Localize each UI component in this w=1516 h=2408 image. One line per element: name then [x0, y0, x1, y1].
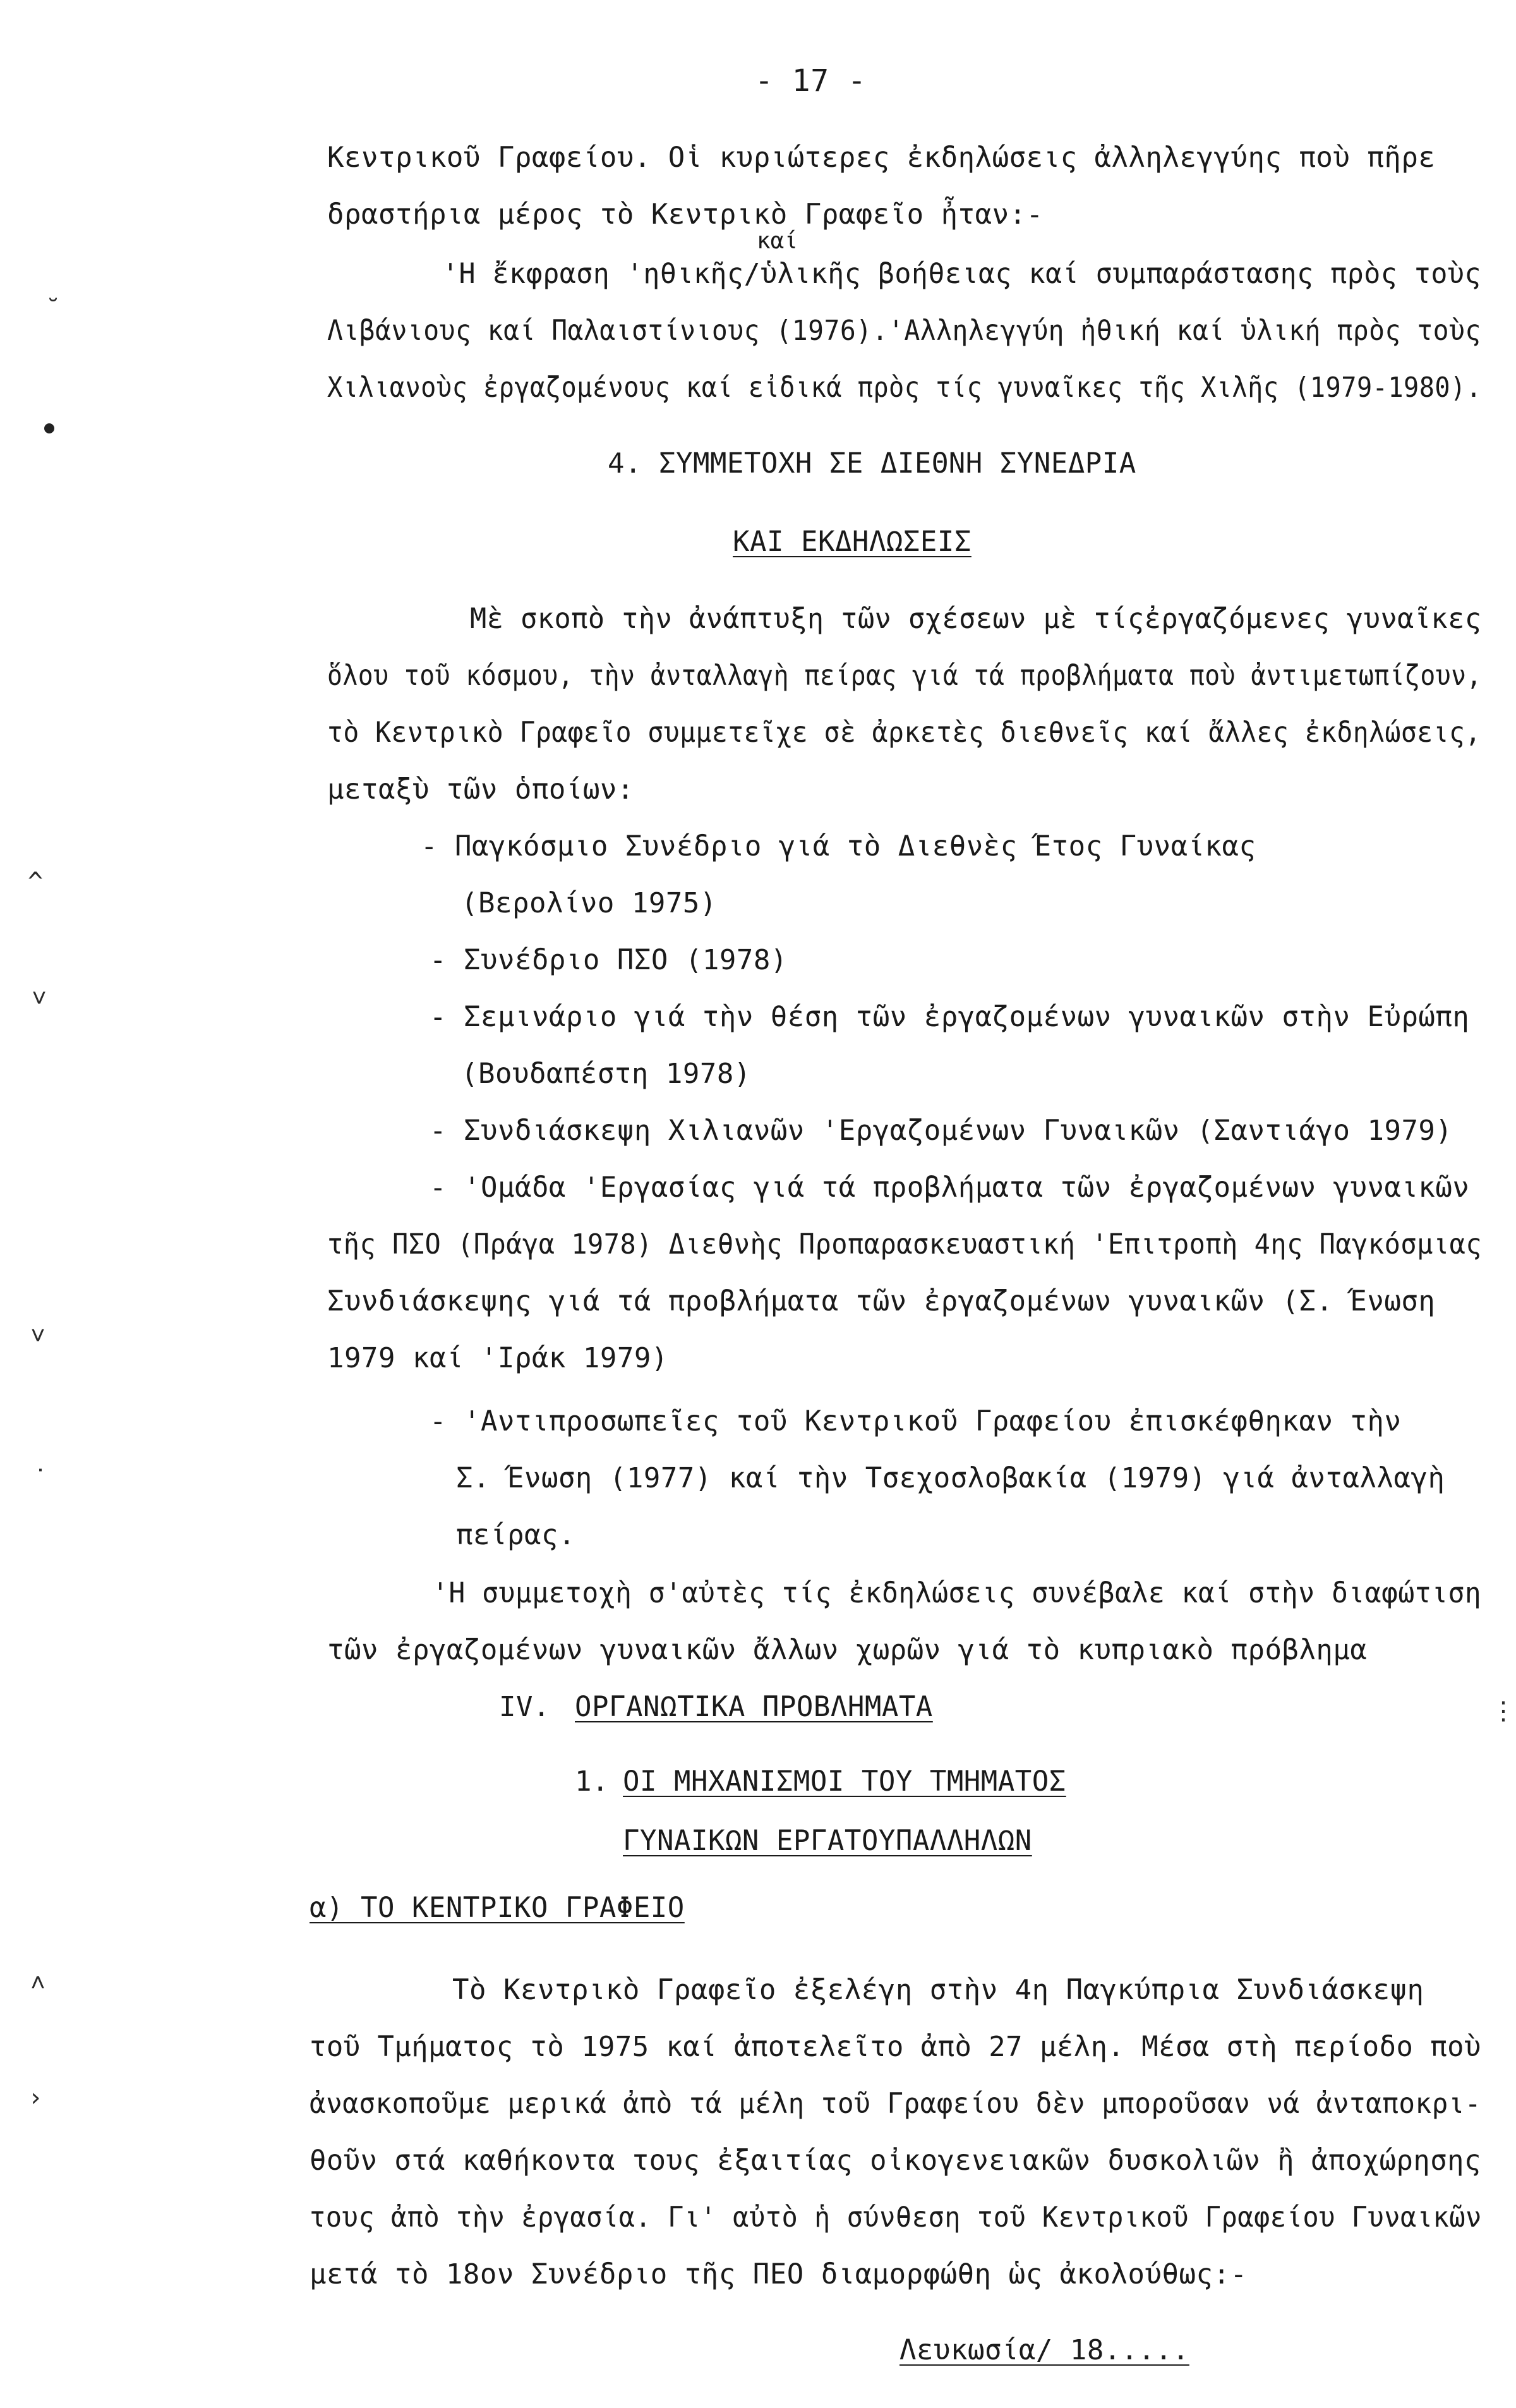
subsection-title: ΟΙ ΜΗΧΑΝΙΣΜΟΙ ΤΟΥ ΤΜΗΜΑΤΟΣ	[623, 1765, 1066, 1798]
list-item: Σ. Ένωση (1977) καί τὴν Τσεχοσλοβακία (1979) γιά ἀνταλλαγὴ	[456, 1462, 1445, 1494]
text-line: τοῦ Τμήματος τὸ 1975 καί ἀποτελεῖτο ἀπὸ 27 μέλη. Μέσα στὴ περίοδο ποὺ	[310, 2031, 1481, 2063]
margin-dot-icon	[44, 423, 54, 433]
list-item: (Βουδαπέστη 1978)	[461, 1058, 751, 1090]
margin-mark-icon: ˅	[32, 984, 47, 1013]
section-numeral: IV.	[499, 1691, 550, 1723]
text-line: μεταξὺ τῶν ὁποίων:	[327, 773, 634, 806]
list-item: - Συνδιάσκεψη Χιλιανῶν 'Εργαζομένων Γυναικῶν (Σαντιάγο 1979)	[430, 1115, 1453, 1147]
subsection-number: 1.	[575, 1765, 609, 1798]
list-item: Συνδιάσκεψης γιά τά προβλήματα τῶν ἐργαζομένων γυναικῶν (Σ. Ένωση	[327, 1285, 1436, 1317]
text-line: ἀνασκοποῦμε μερικά ἀπὸ τά μέλη τοῦ Γραφείου δὲν μποροῦσαν νά ἀνταποκρι-	[310, 2088, 1481, 2120]
margin-mark-icon: ˙	[33, 1465, 49, 1494]
list-item: - Συνέδριο ΠΣΟ (1978)	[430, 944, 788, 976]
margin-mark-icon: ˄	[30, 1968, 46, 1997]
page-number: - 17 -	[755, 63, 867, 99]
list-item: πείρας.	[456, 1519, 575, 1551]
subsection-title-line2: ΓΥΝΑΙΚΩΝ ΕΡΓΑΤΟΥΠΑΛΛΗΛΩΝ	[623, 1825, 1032, 1857]
text-line: ὅλου τοῦ κόσμου, τὴν ἀνταλλαγὴ πείρας γιά τά προβλήματα ποὺ ἀντιμετωπίζουν,	[327, 660, 1482, 692]
margin-mark-icon: ^	[28, 868, 44, 897]
text-line: θοῦν στά καθήκοντα τους ἐξαιτίας οἰκογενειακῶν δυσκολιῶν ἢ ἀποχώρησης	[310, 2145, 1481, 2177]
list-item: 1979 καί 'Ιράκ 1979)	[327, 1342, 668, 1374]
list-item: - Παγκόσμιο Συνέδριο γιά τὸ Διεθνὲς Έτος Γυναίκας	[421, 830, 1256, 862]
list-item: - 'Αντιπροσωπεῖες τοῦ Κεντρικοῦ Γραφείου ἐπισκέφθηκαν τὴν	[430, 1405, 1402, 1437]
list-item: (Βερολίνο 1975)	[461, 887, 717, 919]
text-line: 'Η συμμετοχὴ σ'αὐτὲς τίς ἐκδηλώσεις συνέβαλε καί στὴν διαφώτιση	[432, 1577, 1482, 1609]
text-line: Κεντρικοῦ Γραφείου. Οἱ κυριώτερες ἐκδηλώσεις ἀλληλεγγύης ποὺ πῆρε	[327, 142, 1436, 174]
section-heading-line2: ΚΑΙ ΕΚΔΗΛΩΣΕΙΣ	[733, 526, 972, 558]
inserted-word: καί	[757, 228, 798, 254]
text-line: τὸ Κεντρικὸ Γραφεῖο συμμετεῖχε σὲ ἀρκετὲς διεθνεῖς καί ἄλλες ἐκδηλώσεις,	[327, 717, 1481, 749]
text-line: μετά τὸ 18ον Συνέδριο τῆς ΠΕΟ διαμορφώθη ὡς ἀκολούθως:-	[310, 2258, 1248, 2290]
margin-mark-icon: ⋮	[1491, 1697, 1516, 1726]
text-line: Χιλιανοὺς ἐργαζομένους καί εἰδικά πρὸς τίς γυναῖκες τῆς Χιλῆς (1979-1980).	[327, 372, 1482, 404]
subsection-heading: α) ΤΟ ΚΕΝΤΡΙΚΟ ΓΡΑΦΕΙΟ	[310, 1892, 685, 1924]
text-line: Μὲ σκοπὸ τὴν ἀνάπτυξη τῶν σχέσεων μὲ τίςἐργαζόμενες γυναῖκες	[470, 603, 1482, 635]
text-line: Λιβάνιους καί Παλαιστίνιους (1976).'Αλληλεγγύη ἠθική καί ὑλική πρὸς τοὺς	[327, 315, 1481, 347]
catchword: Λευκωσία/ 18.....	[899, 2334, 1189, 2366]
list-item: - 'Ομάδα 'Εργασίας γιά τά προβλήματα τῶν ἐργαζομένων γυναικῶν	[430, 1171, 1470, 1204]
text-line: 'Η ἔκφραση 'ηθικῆς/ὑλικῆς βοήθειας καί συμπαράστασης πρὸς τοὺς	[442, 258, 1481, 290]
margin-mark-icon: ˅	[30, 1321, 46, 1350]
list-item: τῆς ΠΣΟ (Πράγα 1978) Διεθνὴς Προπαρασκευαστική 'Επιτροπὴ 4ης Παγκόσμιας	[327, 1228, 1483, 1261]
margin-mark-icon: ˘	[45, 295, 61, 324]
list-item: - Σεμινάριο γιά τὴν θέση τῶν ἐργαζομένων γυναικῶν στὴν Εὐρώπη	[430, 1001, 1470, 1033]
margin-mark-icon: ›	[28, 2083, 44, 2112]
text-line: τους ἀπὸ τὴν ἐργασία. Γι' αὐτὸ ἡ σύνθεση τοῦ Κεντρικοῦ Γραφείου Γυναικῶν	[310, 2201, 1482, 2234]
text-line: Τὸ Κεντρικὸ Γραφεῖο ἐξελέγη στὴν 4η Παγκύπρια Συνδιάσκεψη	[452, 1974, 1424, 2006]
section-heading: 4. ΣΥΜΜΕΤΟΧΗ ΣΕ ΔΙΕΘΝΗ ΣΥΝΕΔΡΙΑ	[608, 447, 1136, 480]
text-line: τῶν ἐργαζομένων γυναικῶν ἄλλων χωρῶν γιά τὸ κυπριακὸ πρόβλημα	[327, 1634, 1368, 1666]
section-title: ΟΡΓΑΝΩΤΙΚΑ ΠΡΟΒΛΗΜΑΤΑ	[575, 1691, 933, 1723]
text-line: δραστήρια μέρος τὸ Κεντρικὸ Γραφεῖο ἦταν:-	[327, 198, 1044, 231]
